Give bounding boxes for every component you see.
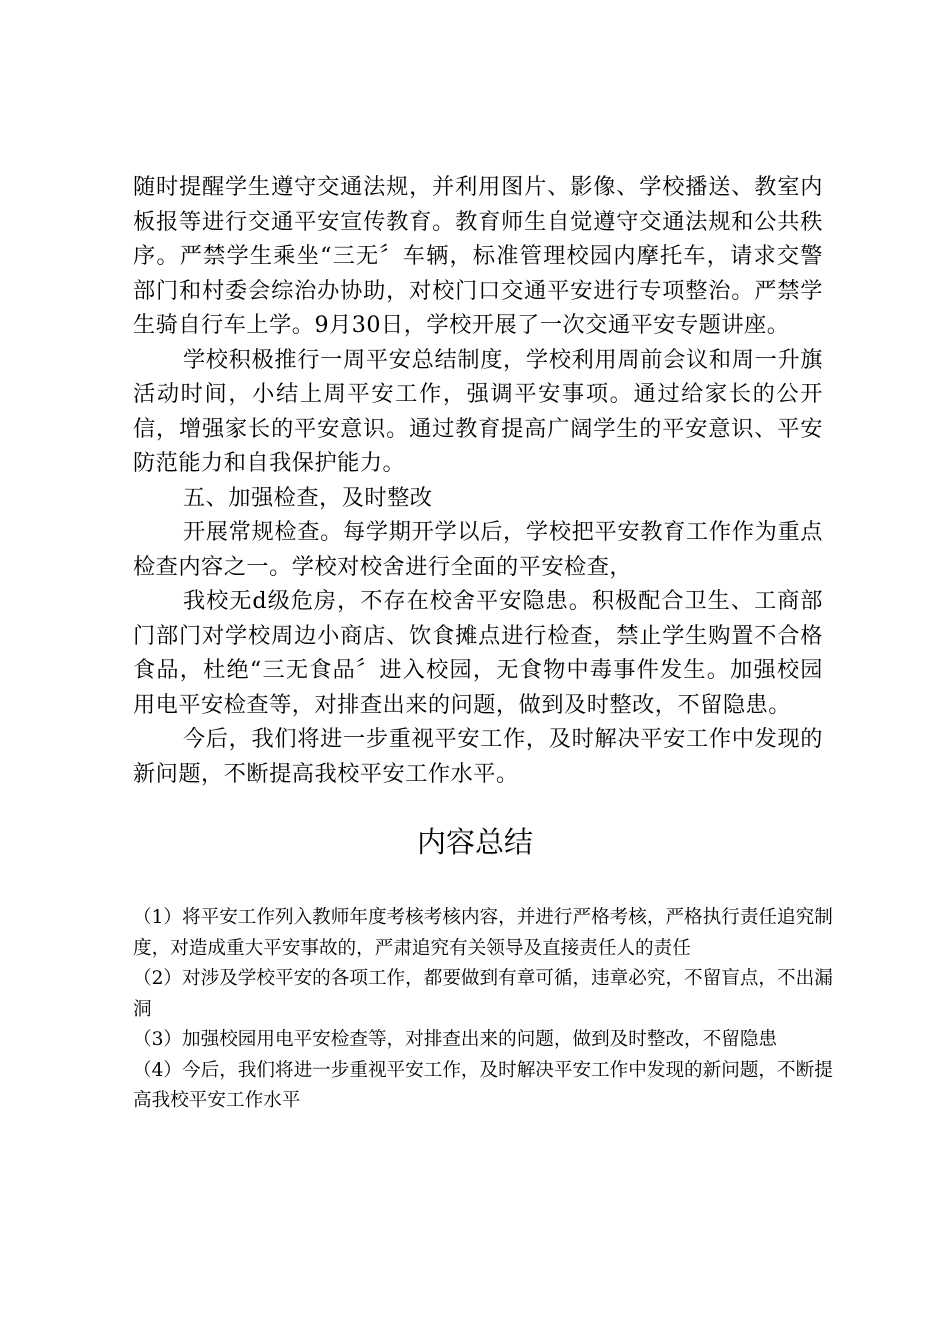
summary-item-3: （3）加强校园用电平安检查等，对排查出来的问题，做到及时整改，不留隐患 [133,1029,778,1050]
body-paragraph-1: 随时提醒学生遵守交通法规，并利用图片、影像、学校播送、教室内板报等进行交通平安宣传教育。教育师生自觉遵守交通法规和公共秩序。严禁学生乘坐“三无〞车辆，标准管理校园内摩托车，请求交警部门和村委会综治办协助，对校门口交通平安进行专项整治。严禁学生骑自行车上学。9月30日，学校开展了一次交通平安专题讲座。 [133,174,823,338]
body-paragraph-4: 我校无d级危房，不存在校舍平安隐患。积极配合卫生、工商部门部门对学校周边小商店、饮食摊点进行检查，禁止学生购置不合格食品，杜绝“三无食品〞进入校园，无食物中毒事件发生。加强校园用电平安检查等，对排查出来的问题，做到及时整改，不留隐患。 [133,588,823,718]
summary-item-2: （2）对涉及学校平安的各项工作，都要做到有章可循，违章必究，不留盲点，不出漏洞 [133,968,833,1020]
summary-list [133,903,833,1117]
body-paragraph-3: 开展常规检查。每学期开学以后，学校把平安教育工作作为重点检查内容之一。学校对校舍进行全面的平安检查， [133,519,823,580]
summary-item-4: （4）今后，我们将进一步重视平安工作，及时解决平安工作中发现的新问题，不断提高我校平安工作水平 [133,1059,833,1111]
document-body [133,170,823,791]
body-paragraph-5: 今后，我们将进一步重视平安工作，及时解决平安工作中发现的新问题，不断提高我校平安工作水平。 [133,726,823,787]
summary-item-1: （1）将平安工作列入教师年度考核考核内容，并进行严格考核，严格执行责任追究制度，对造成重大平安事故的，严肃追究有关领导及直接责任人的责任 [133,907,833,959]
summary-title: 内容总结 [416,825,533,859]
body-paragraph-2: 学校积极推行一周平安总结制度，学校利用周前会议和周一升旗活动时间，小结上周平安工作，强调平安事项。通过给家长的公开信，增强家长的平安意识。通过教育提高广阔学生的平安意识、平安防范能力和自我保护能力。 [133,346,823,476]
section-heading-inspection: 五、加强检查，及时整改 [182,484,433,511]
